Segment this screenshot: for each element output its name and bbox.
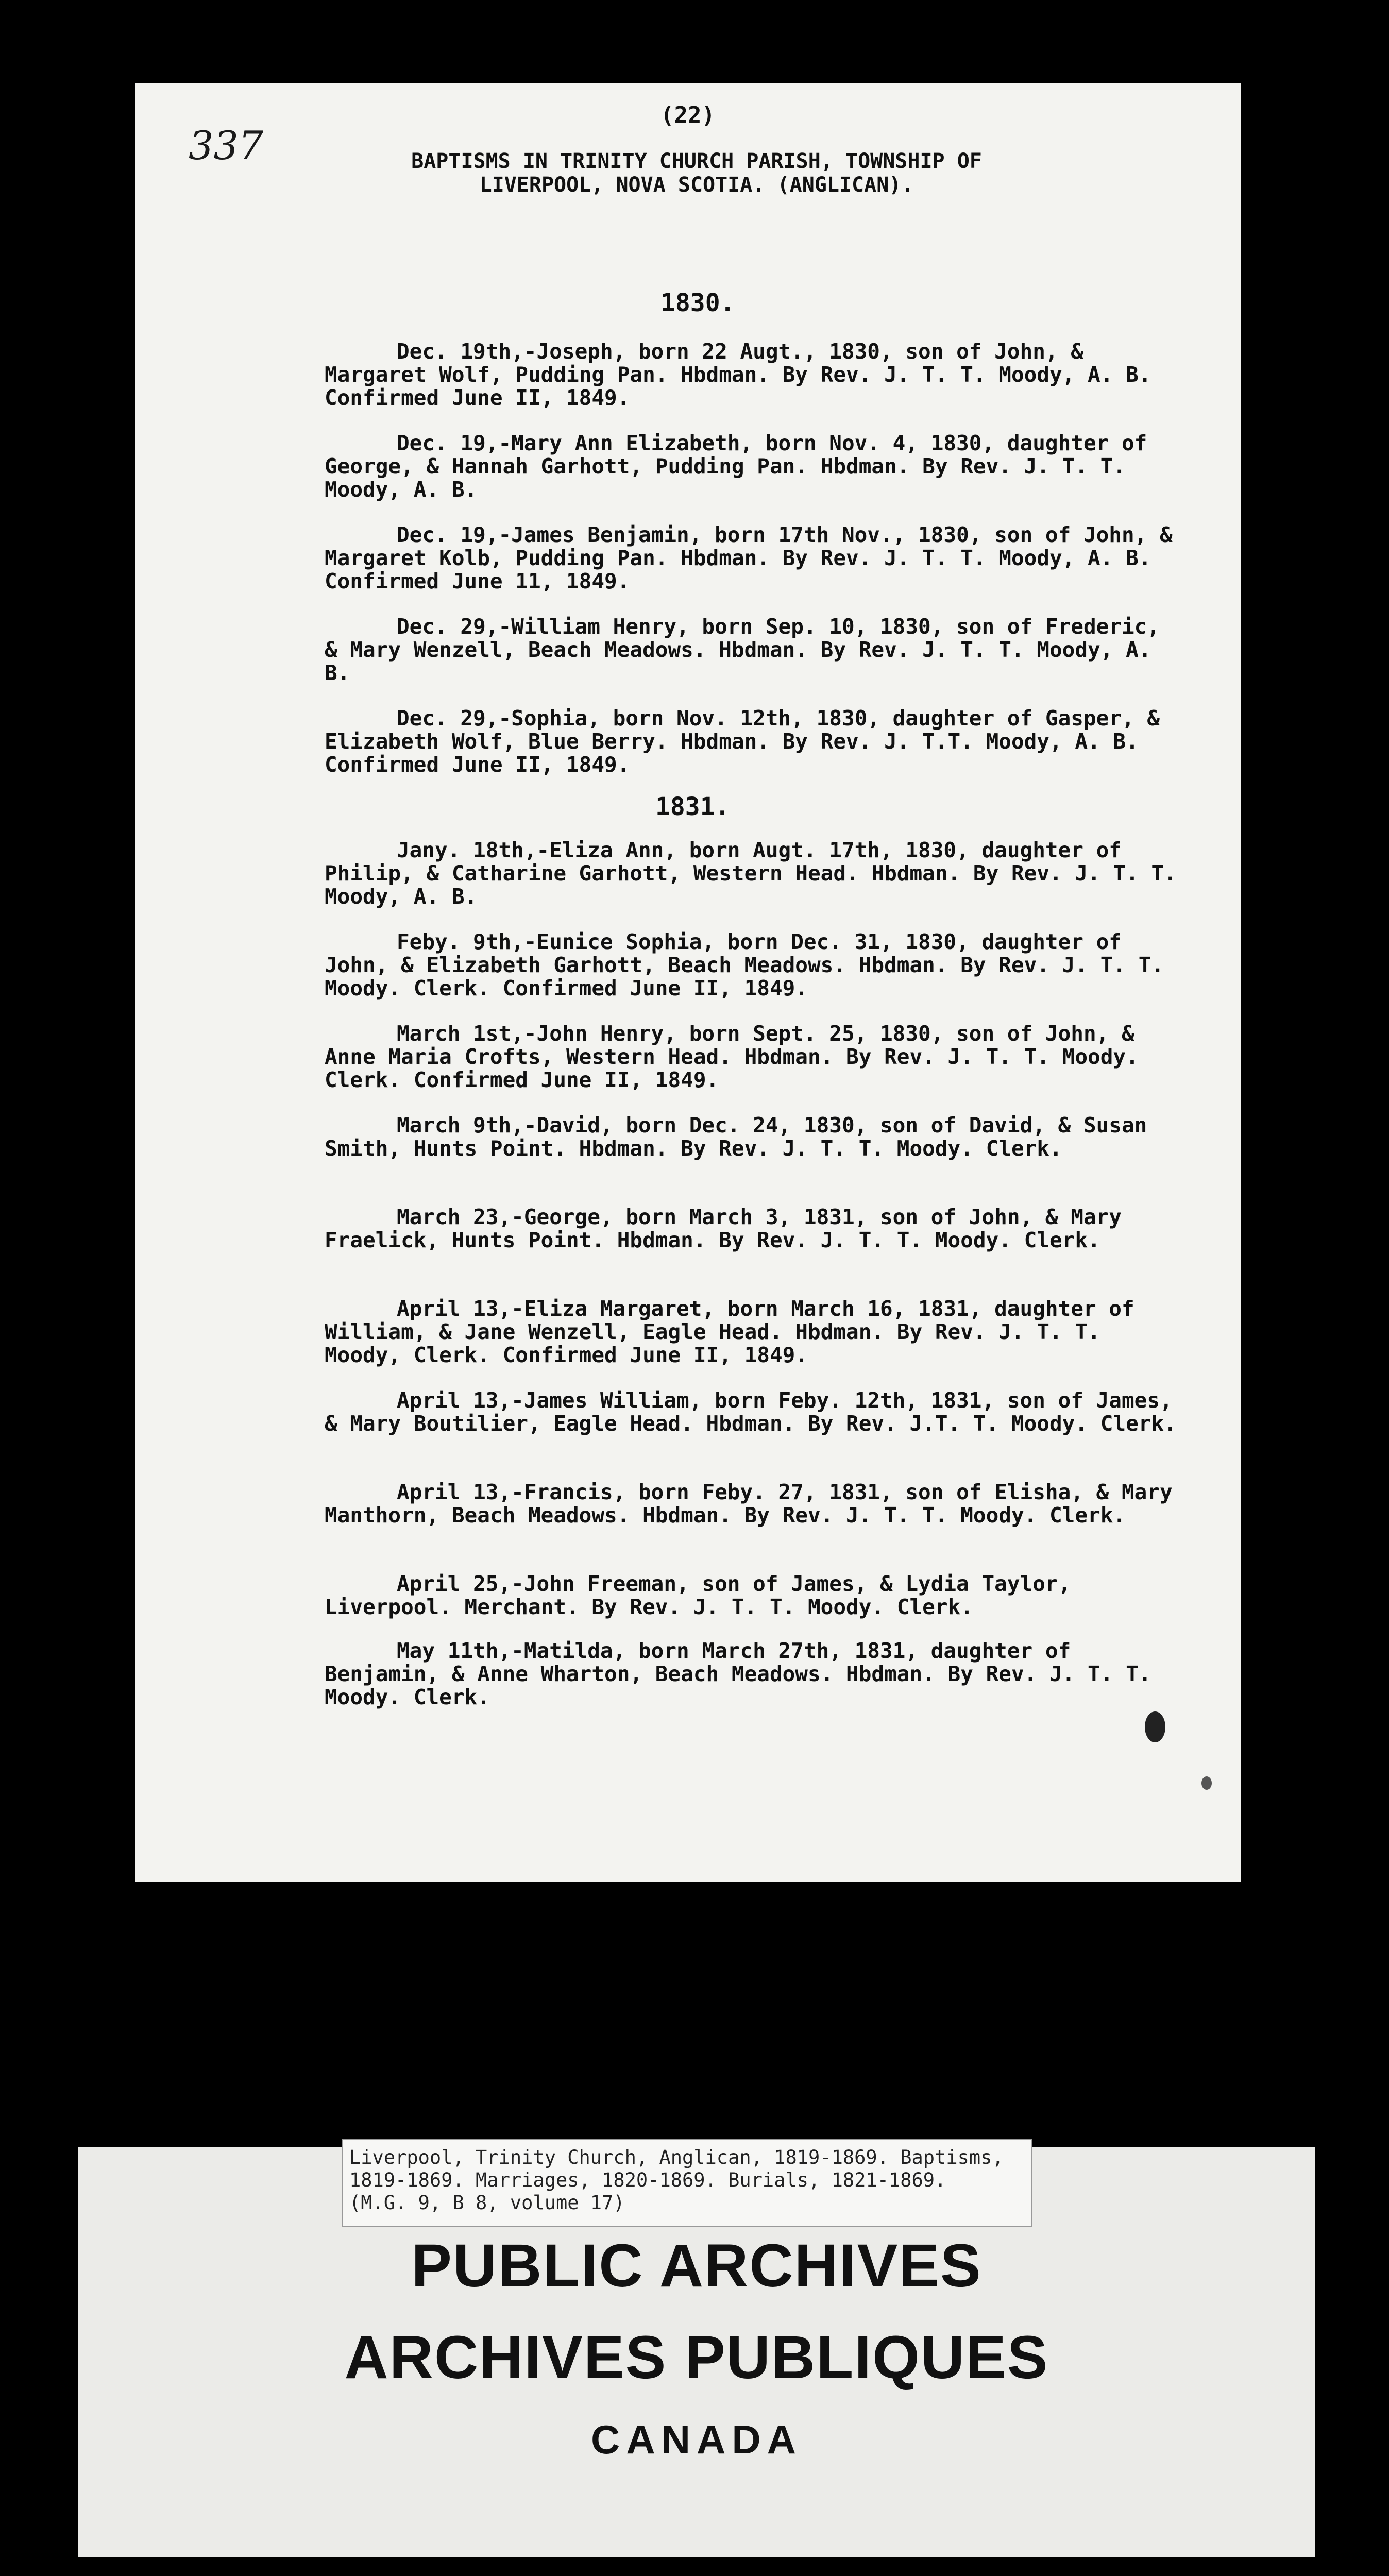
ink-smudge xyxy=(1145,1711,1165,1742)
archive-title-fr: ARCHIVES PUBLIQUES xyxy=(344,2324,1049,2392)
baptism-entry: April 13,-Francis, born Feby. 27, 1831, son of Elisha, & Mary Manthorn, Beach Meadows. Hbdman. By Rev. J. T. T. Moody. Clerk. xyxy=(325,1480,1173,1528)
document-page xyxy=(135,83,1241,1882)
ink-speck xyxy=(1201,1776,1212,1790)
baptism-entry: April 13,-James William, born Feby. 12th, 1831, son of James, & Mary Boutilier, Eagle Head. Hbdman. By Rev. J.T. T. Moody. Clerk. xyxy=(325,1388,1177,1436)
archive-title-en: PUBLIC ARCHIVES xyxy=(411,2232,982,2300)
collection-label-slip xyxy=(342,2139,1032,2227)
baptism-entry: Dec. 19,-Mary Ann Elizabeth, born Nov. 4, 1830, daughter of George, & Hannah Garhott, Pudding Pan. Hbdman. By Rev. J. T. T. Moody, A. B. xyxy=(325,431,1147,502)
baptism-entry: March 1st,-John Henry, born Sept. 25, 1830, son of John, & Anne Maria Crofts, Western Head. Hbdman. By Rev. J. T. T. Moody. Clerk. Confirmed June II, 1849. xyxy=(325,1021,1139,1092)
label-line-1: Liverpool, Trinity Church, Anglican, 1819-1869. Baptisms, xyxy=(349,2146,1004,2168)
heading-line-1: BAPTISMS IN TRINITY CHURCH PARISH, TOWNSHIP OF xyxy=(411,149,982,173)
baptism-entry: Dec. 19,-James Benjamin, born 17th Nov., 1830, son of John, & Margaret Kolb, Pudding Pan. Hbdman. By Rev. J. T. T. Moody, A. B. Confirmed June 11, 1849. xyxy=(325,522,1173,594)
baptism-entry: April 25,-John Freeman, son of James, & Lydia Taylor, Liverpool. Merchant. By Rev. J. T. T. Moody. Clerk. xyxy=(325,1571,1071,1619)
year-heading-1830: 1830. xyxy=(660,289,735,317)
baptism-entry: March 9th,-David, born Dec. 24, 1830, son of David, & Susan Smith, Hunts Point. Hbdman. By Rev. J. T. T. Moody. Clerk. xyxy=(325,1113,1147,1161)
handwritten-page-number: 337 xyxy=(189,123,264,168)
baptism-entry: April 13,-Eliza Margaret, born March 16, 1831, daughter of William, & Jane Wenzell, Eagle Head. Hbdman. By Rev. J. T. T. Moody, Clerk. Confirmed June II, 1849. xyxy=(325,1296,1134,1367)
baptism-entry: May 11th,-Matilda, born March 27th, 1831, daughter of Benjamin, & Anne Wharton, Beach Meadows. Hbdman. By Rev. J. T. T. Moody. Clerk. xyxy=(325,1638,1151,1709)
baptism-entry: Dec. 19th,-Joseph, born 22 Augt., 1830, son of John, & Margaret Wolf, Pudding Pan. Hbdman. By Rev. J. T. T. Moody, A. B. Confirmed June II, 1849. xyxy=(325,339,1151,410)
document-heading xyxy=(331,149,1062,197)
archive-country: CANADA xyxy=(591,2417,802,2462)
page-number: (22) xyxy=(660,102,715,128)
baptism-entry: Feby. 9th,-Eunice Sophia, born Dec. 31, 1830, daughter of John, & Elizabeth Garhott, Beach Meadows. Hbdman. By Rev. J. T. T. Moody. Clerk. Confirmed June II, 1849. xyxy=(325,929,1164,1001)
year-heading-1831: 1831. xyxy=(655,792,730,821)
baptism-entry: March 23,-George, born March 3, 1831, son of John, & Mary Fraelick, Hunts Point. Hbdman. By Rev. J. T. T. Moody. Clerk. xyxy=(325,1205,1122,1252)
baptism-entry: Jany. 18th,-Eliza Ann, born Augt. 17th, 1830, daughter of Philip, & Catharine Garhott, Western Head. Hbdman. By Rev. J. T. T. Moody, A. B. xyxy=(325,838,1177,909)
archive-card xyxy=(78,2147,1315,2557)
baptism-entry: Dec. 29,-Sophia, born Nov. 12th, 1830, daughter of Gasper, & Elizabeth Wolf, Blue Berry. Hbdman. By Rev. J. T.T. Moody, A. B. Confirmed June II, 1849. xyxy=(325,706,1160,777)
baptism-entry: Dec. 29,-William Henry, born Sep. 10, 1830, son of Frederic, & Mary Wenzell, Beach Meadows. Hbdman. By Rev. J. T. T. Moody, A. B. xyxy=(325,614,1160,685)
label-line-2: 1819-1869. Marriages, 1820-1869. Burials, 1821-1869. xyxy=(349,2169,946,2191)
label-line-3: (M.G. 9, B 8, volume 17) xyxy=(349,2192,625,2214)
heading-line-2: LIVERPOOL, NOVA SCOTIA. (ANGLICAN). xyxy=(479,173,914,197)
